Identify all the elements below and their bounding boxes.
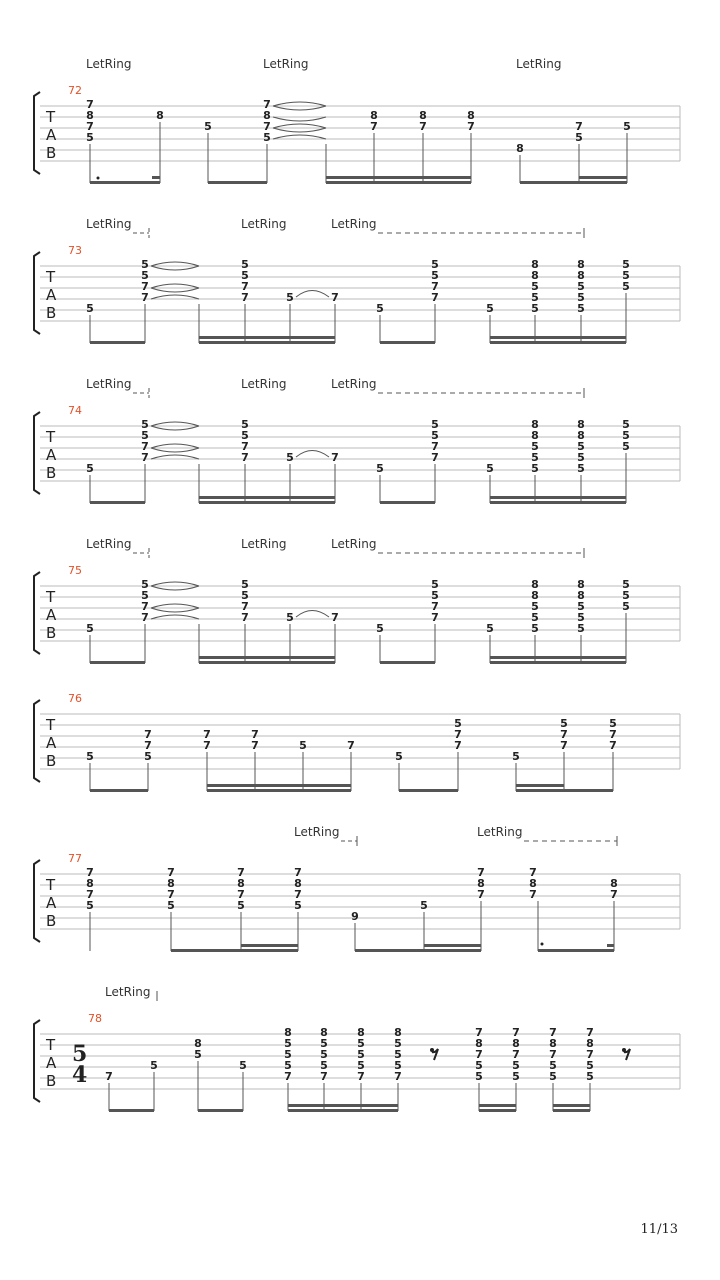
fret-number: 5 [549,1070,557,1083]
letring-label: LetRing [86,377,132,391]
fret-number: 7 [86,888,94,901]
letring-label: LetRing [263,57,309,71]
fret-number: 7 [86,120,94,133]
fret-number: 8 [531,258,539,271]
fret-number: 5 [394,1059,402,1072]
tab-letter-t: T [46,716,56,734]
fret-number: 8 [577,578,585,591]
fret-number: 8 [531,418,539,431]
measure-number: 76 [68,692,82,705]
beams [90,656,626,664]
fret-number: 5 [512,1070,520,1083]
fret-number: 5 [284,1048,292,1061]
letring-label: LetRing [86,217,132,231]
fret-number: 5 [609,717,617,730]
fret-number: 8 [531,589,539,602]
fret-number: 7 [237,866,245,879]
fret-number: 5 [284,1059,292,1072]
fret-number: 7 [141,280,149,293]
fret-number: 8 [531,429,539,442]
tab-letter-t: T [46,876,56,894]
fret-number: 5 [395,750,403,763]
beams [171,944,614,952]
fret-number: 5 [486,462,494,475]
system-bracket [34,1020,40,1102]
fret-number: 5 [622,258,630,271]
system-78 [34,985,680,1112]
fret-number: 8 [577,429,585,442]
fret-number: 5 [475,1059,483,1072]
fret-number: 8 [610,877,618,890]
tie-arcs [151,582,329,619]
fret-number: 5 [420,899,428,912]
tab-letter-t: T [46,108,56,126]
tab-letter-b: B [46,1072,57,1090]
fret-number: 5 [531,600,539,613]
fret-number: 5 [622,269,630,282]
fret-number: 5 [431,589,439,602]
tab-letter-b: B [46,464,57,482]
system-bracket [34,412,40,494]
fret-number: 5 [86,462,94,475]
fret-number: 5 [141,269,149,282]
fret-number: 7 [105,1070,113,1083]
fret-number: 5 [577,440,585,453]
fret-number: 7 [144,728,152,741]
eighth-rest-icon [430,1048,438,1060]
letring-label: LetRing [241,377,287,391]
fret-number: 7 [512,1048,520,1061]
fret-number: 5 [431,429,439,442]
fret-number: 5 [86,131,94,144]
fret-number: 7 [467,120,475,133]
letring-dashes [133,388,149,398]
system-bracket [34,252,40,334]
fret-number: 5 [141,589,149,602]
fret-number: 7 [251,739,259,752]
fret-number: 5 [239,1059,247,1072]
fret-number: 7 [370,120,378,133]
tab-letter-b: B [46,752,57,770]
fret-number: 8 [586,1037,594,1050]
fret-number: 8 [419,109,427,122]
fret-number: 8 [531,269,539,282]
measure-number: 73 [68,244,82,257]
tab-letter-t: T [46,268,56,286]
fret-numbers [86,98,631,155]
fret-number: 5 [286,291,294,304]
fret-number: 7 [331,291,339,304]
note-stems [90,293,626,343]
tab-letter-b: B [46,624,57,642]
letring-label: LetRing [331,377,377,391]
fret-number: 5 [294,899,302,912]
fret-number: 5 [622,589,630,602]
fret-number: 7 [586,1048,594,1061]
fret-number: 7 [586,1026,594,1039]
fret-number: 7 [167,866,175,879]
time-signature-bottom: 4 [72,1062,88,1088]
fret-number: 5 [286,611,294,624]
fret-number: 7 [357,1070,365,1083]
system-bracket [34,860,40,942]
fret-number: 5 [623,120,631,133]
fret-number: 5 [586,1059,594,1072]
tab-staff [40,874,680,929]
fret-number: 7 [241,451,249,464]
fret-number: 8 [475,1037,483,1050]
fret-number: 7 [549,1048,557,1061]
fret-number: 7 [575,120,583,133]
note-stems [90,613,626,663]
system-76 [34,692,680,792]
fret-number: 5 [141,418,149,431]
system-bracket [34,700,40,782]
measure-number: 72 [68,84,82,97]
fret-number: 5 [560,717,568,730]
tab-letter-a: A [46,734,57,752]
fret-number: 7 [609,728,617,741]
fret-number: 7 [294,888,302,901]
fret-number: 8 [529,877,537,890]
tab-letter-a: A [46,606,57,624]
fret-number: 8 [516,142,524,155]
fret-number: 5 [577,280,585,293]
measure-number: 74 [68,404,82,417]
fret-number: 5 [320,1059,328,1072]
page-number: 11/13 [640,1222,678,1237]
fret-number: 5 [431,258,439,271]
fret-number: 5 [575,131,583,144]
fret-number: 5 [204,120,212,133]
fret-number: 7 [141,611,149,624]
tab-letter-b: B [46,144,57,162]
fret-number: 7 [241,280,249,293]
fret-number: 5 [431,269,439,282]
fret-number: 8 [263,109,271,122]
fret-number: 5 [86,302,94,315]
fret-number: 5 [241,589,249,602]
fret-numbers [86,258,630,315]
fret-number: 5 [376,302,384,315]
fret-number: 7 [431,280,439,293]
fret-number: 5 [86,750,94,763]
tie-arcs [151,422,329,459]
fret-number: 8 [237,877,245,890]
fret-number: 7 [454,728,462,741]
measure-number: 75 [68,564,82,577]
fret-number: 5 [431,418,439,431]
fret-number: 5 [531,611,539,624]
tab-letter-t: T [46,588,56,606]
system-77 [34,825,680,952]
tab-letter-a: A [46,446,57,464]
note-stems [90,122,627,183]
fret-number: 5 [512,750,520,763]
fret-number: 9 [351,910,359,923]
fret-number: 5 [577,291,585,304]
fret-number: 5 [194,1048,202,1061]
letring-label: LetRing [294,825,340,839]
fret-number: 8 [167,877,175,890]
letring-label: LetRing [105,985,151,999]
fret-number: 5 [284,1037,292,1050]
measure-number: 77 [68,852,82,865]
fret-number: 7 [251,728,259,741]
fret-number: 8 [577,418,585,431]
fret-number: 8 [294,877,302,890]
fret-number: 5 [357,1037,365,1050]
letring-dashes [133,548,149,558]
fret-number: 5 [531,280,539,293]
fret-number: 5 [622,600,630,613]
fret-numbers [105,1026,594,1083]
fret-number: 5 [577,622,585,635]
fret-numbers [86,418,630,475]
fret-number: 8 [284,1026,292,1039]
letring-label: LetRing [241,537,287,551]
fret-number: 7 [263,120,271,133]
fret-number: 7 [241,600,249,613]
fret-number: 5 [454,717,462,730]
fret-number: 7 [86,98,94,111]
fret-number: 8 [577,258,585,271]
fret-number: 7 [241,440,249,453]
fret-numbers [86,578,630,635]
tie-arcs [273,102,326,139]
fret-number: 5 [286,451,294,464]
fret-number: 7 [475,1048,483,1061]
system-bracket [34,92,40,174]
time-signature-top: 5 [72,1041,88,1067]
fret-number: 5 [241,418,249,431]
fret-number: 5 [486,302,494,315]
fret-number: 7 [512,1026,520,1039]
fret-number: 5 [241,258,249,271]
fret-number: 5 [531,291,539,304]
fret-number: 7 [549,1026,557,1039]
beams [109,1104,590,1112]
fret-number: 7 [237,888,245,901]
letring-label: LetRing [331,217,377,231]
fret-number: 8 [477,877,485,890]
fret-number: 5 [622,280,630,293]
beams [90,336,626,344]
fret-number: 7 [294,866,302,879]
fret-number: 8 [357,1026,365,1039]
fret-number: 7 [320,1070,328,1083]
rest-marks [430,1048,630,1060]
fret-number: 5 [167,899,175,912]
fret-number: 7 [431,611,439,624]
fret-number: 7 [241,291,249,304]
tab-letter-a: A [46,286,57,304]
fret-number: 7 [203,739,211,752]
fret-number: 5 [141,258,149,271]
fret-number: 5 [431,578,439,591]
fret-number: 5 [237,899,245,912]
fret-number: 5 [622,418,630,431]
fret-number: 7 [609,739,617,752]
letring-label: LetRing [477,825,523,839]
fret-number: 8 [394,1026,402,1039]
tie-arcs [151,262,329,299]
tab-staff [40,714,680,769]
fret-number: 5 [577,462,585,475]
fret-number: 5 [531,302,539,315]
fret-number: 7 [394,1070,402,1083]
fret-number: 5 [486,622,494,635]
fret-number: 7 [141,451,149,464]
letring-label: LetRing [86,537,132,551]
fret-number: 5 [86,899,94,912]
fret-number: 5 [357,1048,365,1061]
fret-number: 7 [431,440,439,453]
fret-number: 7 [560,739,568,752]
tab-letter-a: A [46,1054,57,1072]
fret-number: 8 [86,877,94,890]
fret-number: 5 [376,622,384,635]
fret-number: 5 [622,578,630,591]
fret-number: 5 [144,750,152,763]
system-72 [34,57,680,184]
fret-number: 8 [194,1037,202,1050]
measure-number: 78 [88,1012,102,1025]
fret-number: 7 [454,739,462,752]
fret-number: 7 [477,888,485,901]
letring-label: LetRing [86,57,132,71]
dot [541,943,544,946]
fret-number: 5 [475,1070,483,1083]
letring-label: LetRing [331,537,377,551]
fret-number: 5 [394,1048,402,1061]
fret-number: 8 [512,1037,520,1050]
fret-number: 7 [610,888,618,901]
fret-number: 5 [141,578,149,591]
system-75 [34,537,680,664]
fret-number: 7 [431,451,439,464]
fret-number: 5 [241,269,249,282]
fret-number: 5 [150,1059,158,1072]
tab-letter-b: B [46,912,57,930]
tab-staff [40,106,680,161]
fret-number: 5 [299,739,307,752]
fret-number: 5 [86,622,94,635]
fret-number: 8 [577,589,585,602]
fret-number: 7 [86,866,94,879]
fret-number: 5 [577,302,585,315]
fret-number: 8 [467,109,475,122]
beams [90,496,626,504]
fret-number: 5 [512,1059,520,1072]
fret-number: 7 [141,291,149,304]
fret-number: 7 [431,600,439,613]
letring-dashes [133,228,149,238]
fret-number: 7 [419,120,427,133]
fret-number: 5 [549,1059,557,1072]
fret-number: 7 [141,600,149,613]
fret-number: 7 [284,1070,292,1083]
fret-number: 5 [622,429,630,442]
fret-number: 8 [370,109,378,122]
beams [90,176,627,184]
fret-number: 5 [263,131,271,144]
fret-number: 7 [560,728,568,741]
fret-number: 7 [477,866,485,879]
fret-number: 5 [376,462,384,475]
fret-number: 7 [529,866,537,879]
fret-number: 5 [531,462,539,475]
fret-number: 5 [586,1070,594,1083]
fret-number: 8 [320,1026,328,1039]
fret-number: 7 [529,888,537,901]
dot [97,177,100,180]
fret-number: 7 [331,611,339,624]
fret-number: 5 [241,578,249,591]
fret-number: 7 [241,611,249,624]
fret-number: 5 [241,429,249,442]
fret-number: 5 [622,440,630,453]
tab-letter-b: B [46,304,57,322]
fret-number: 7 [331,451,339,464]
fret-number: 7 [475,1026,483,1039]
system-bracket [34,572,40,654]
system-73 [34,217,680,344]
fret-number: 8 [549,1037,557,1050]
eighth-rest-icon [622,1048,630,1060]
fret-number: 7 [144,739,152,752]
fret-number: 7 [167,888,175,901]
fret-number: 5 [320,1048,328,1061]
fret-number: 5 [577,611,585,624]
fret-number: 5 [577,600,585,613]
fret-number: 7 [141,440,149,453]
fret-number: 5 [531,451,539,464]
fret-number: 5 [531,440,539,453]
fret-number: 7 [347,739,355,752]
fret-number: 8 [86,109,94,122]
letring-label: LetRing [241,217,287,231]
fret-number: 5 [141,429,149,442]
fret-number: 8 [156,109,164,122]
fret-number: 5 [357,1059,365,1072]
note-stems [90,453,626,503]
fret-number: 8 [577,269,585,282]
fret-number: 5 [577,451,585,464]
fret-number: 5 [531,622,539,635]
tab-letter-t: T [46,428,56,446]
fret-number: 5 [394,1037,402,1050]
tab-letter-t: T [46,1036,56,1054]
fret-number: 7 [431,291,439,304]
fret-number: 8 [531,578,539,591]
system-74 [34,377,680,504]
tab-letter-a: A [46,894,57,912]
fret-number: 7 [203,728,211,741]
fret-number: 5 [320,1037,328,1050]
tab-letter-a: A [46,126,57,144]
fret-number: 7 [263,98,271,111]
letring-label: LetRing [516,57,562,71]
